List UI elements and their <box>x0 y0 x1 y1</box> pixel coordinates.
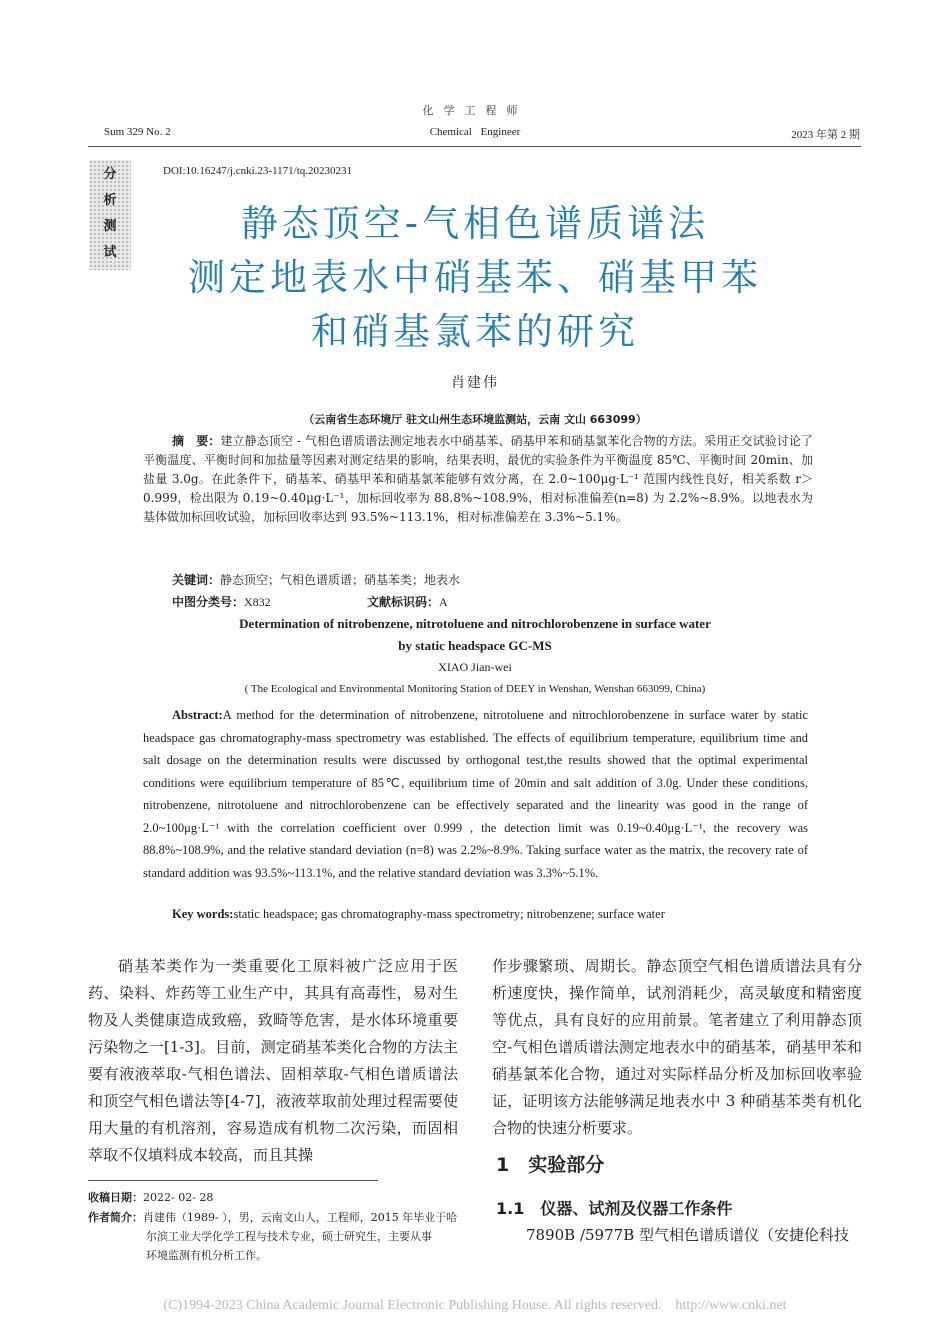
section-tag-char: 试 <box>103 245 117 260</box>
doc-code-label: 文献标识码： <box>367 595 440 609</box>
abstract-cn <box>143 432 813 527</box>
section-tag-char: 析 <box>103 193 117 208</box>
title-line-3: 和硝基氯苯的研究 <box>311 310 639 353</box>
abstract-en-text: A method for the determination of nitrobenzene, nitrotoluene and nitrochlorobenzene in surface water by static headspace gas chromatography-mass spectrometry was established. The effects of equilibrium temperature, equilibrium time and salt dosage on the determination results were discussed by orthogonal test,the results showed that the optimal experimental conditions were equilibrium temperature of 85℃, equilibrium time of 20min and salt addition of 3.0g. Under these conditions, nitrobenzene, nitrotoluene and nitrochlorobenzene can be effectively separated and the linearity was good in the range of 2.0~100μg·L⁻¹ with the correlation coefficient over 0.999 , the detection limit was 0.19~0.40μg·L⁻¹, the recovery was 88.8%~108.9%, and the relative standard deviation (n=8) was 2.2%~8.9%. Taking surface water as the matrix, the recovery rate of standard addition was 93.5%~113.1%, and the relative standard deviation was 3.3%~5.1%. <box>143 708 808 880</box>
received-value: 2022- 02- 28 <box>143 1191 214 1204</box>
section-tag-char: 测 <box>103 219 117 234</box>
abstract-cn-text: 建立静态顶空 - 气相色谱质谱法测定地表水中硝基苯、硝基甲苯和硝基氯苯化合物的方法。采用正交试验讨论了平衡温度、平衡时间和加盐量等因素对测定结果的影响，结果表明，最优的实验条件为平衡温度 85℃、平衡时间 20min、加盐量 3.0g。在此条件下，硝基苯、硝基甲苯和硝基氯苯能够有效分离，在 2.0~100μg·L⁻¹ 范围内线性良好，相关系数 r＞0.999，检出限为 0.19~0.40μg·L⁻¹，加标回收率为 88.8%~108.9%，相对标准偏差(n=8) 为 2.2%~8.9%。以地表水为基体做加标回收试验，加标回收率达到 93.5%~113.1%，相对标准偏差在 3.3%~5.1%。 <box>143 434 813 524</box>
affiliation: （云南省生态环境厅 驻文山州生态环境监测站，云南 文山 663099） <box>303 413 647 426</box>
footnote-divider <box>88 1180 378 1181</box>
author-en: XIAO Jian-wei <box>438 660 512 674</box>
body-left-paragraph: 硝基苯类作为一类重要化工原料被广泛应用于医药、染料、炸药等工业生产中，其具有高毒性，易对生物及人类健康造成致癌，致畸等危害，是水体环境重要污染物之一[1-3]。目前，测定硝基苯类化合物的方法主要有液液萃取-气相色谱法、固相萃取-气相色谱质谱法和顶空气相色谱法等[4-7]，液液萃取前处理过程需要使用大量的有机溶剂，容易造成有机物二次污染，而固相萃取不仅填料成本较高，而且其操 <box>88 957 458 1164</box>
clc-value: X832 <box>244 595 271 609</box>
keywords-en-label: Key words: <box>172 907 234 921</box>
footnote-bio <box>88 1208 468 1265</box>
keywords-en-text: static headspace; gas chromatography-mass spectrometry; nitrobenzene; surface water <box>233 907 665 921</box>
abstract-en-label: Abstract: <box>172 708 223 722</box>
keywords-en <box>172 907 665 922</box>
header-divider <box>88 146 861 147</box>
keywords-cn-label: 关键词： <box>172 573 221 587</box>
bio-line-1: 肖建伟（1989- ），男，云南文山人，工程师，2015 年毕业于哈 <box>143 1211 458 1224</box>
abstract-en <box>143 704 808 884</box>
title-en-line-1: Determination of nitrobenzene, nitrotoluene and nitrochlorobenzene in surface water <box>239 616 711 631</box>
journal-name-en: Chemical Engineer <box>429 126 521 138</box>
keywords-cn <box>172 571 460 588</box>
title-line-2: 测定地表水中硝基苯、硝基甲苯 <box>188 256 762 299</box>
doc-code <box>367 593 448 610</box>
section-heading-1: 1 实验部分 <box>496 1154 605 1176</box>
keywords-cn-text: 静态顶空；气相色谱质谱；硝基苯类；地表水 <box>220 573 461 587</box>
author: 肖建伟 <box>451 375 499 391</box>
doi: DOI:10.16247/j.cnki.23-1171/tq.20230231 <box>163 165 353 177</box>
title-en-line-2: by static headspace GC-MS <box>398 638 552 653</box>
clc-label: 中图分类号： <box>172 595 245 609</box>
section-heading-1-1: 1.1 仪器、试剂及仪器工作条件 <box>496 1199 733 1218</box>
body-right-paragraph: 作步骤繁琐、周期长。静态顶空气相色谱质谱法具有分析速度快，操作简单，试剂消耗少，高灵敏度和精密度等优点，具有良好的应用前景。笔者建立了利用静态顶空-气相色谱质谱法测定地表水中的硝基苯，硝基甲苯和硝基氯苯化合物，通过对实际样品分析及加标回收率验证，证明该方法能够满足地表水中 3 种硝基苯类有机化合物的快速分析要求。 <box>492 957 862 1137</box>
issue-date: 2023 年第 2 期 <box>791 129 860 141</box>
bio-line-3: 环境监测有机分析工作。 <box>146 1249 267 1262</box>
bio-line-2: 尔滨工业大学化学工程与技术专业，硕士研究生，主要从事 <box>146 1230 432 1243</box>
body-right-last-line: 7890B /5977B 型气相色谱质谱仪（安捷伦科技 <box>526 1226 849 1244</box>
affiliation-en: ( The Ecological and Environmental Monitoring Station of DEEY in Wenshan, Wenshan 663099, China) <box>244 683 706 695</box>
title-line-1: 静态顶空-气相色谱质谱法 <box>240 202 710 245</box>
footnote-received <box>88 1188 468 1207</box>
abstract-cn-label: 摘 要： <box>172 434 221 448</box>
doc-code-value: A <box>439 595 448 609</box>
bio-label: 作者简介： <box>88 1211 143 1224</box>
journal-name-cn: 化学工程师 <box>422 104 528 117</box>
copyright-footer: (C)1994-2023 China Academic Journal Electronic Publishing House. All rights reserved. http://www.cnki.net <box>163 1298 787 1313</box>
received-label: 收稿日期： <box>88 1191 143 1204</box>
section-tag-char: 分 <box>103 167 117 182</box>
classification <box>172 593 448 610</box>
issue-number: Sum 329 No. 2 <box>104 126 171 138</box>
